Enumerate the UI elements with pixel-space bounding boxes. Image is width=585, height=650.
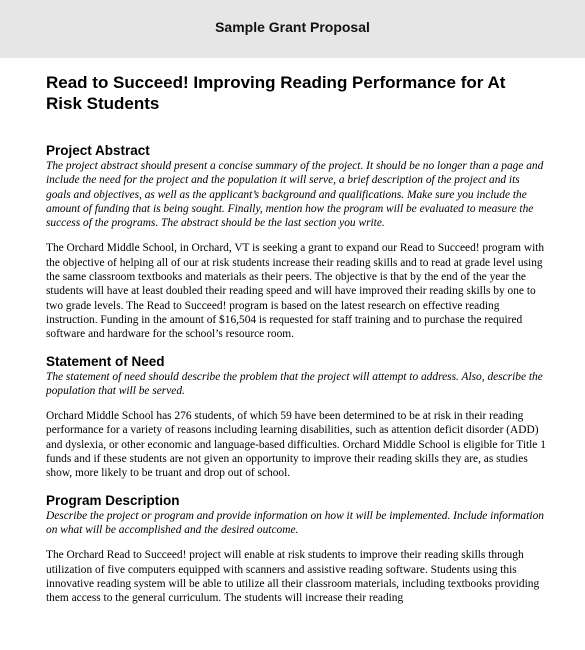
header-bar xyxy=(0,0,585,58)
section-instruction: The statement of need should describe the problem that the project will attempt to address. Also, describe the population that will be served. xyxy=(46,370,543,397)
section-instruction: Describe the project or program and provide information on how it will be implemented. Include information on what will be accomplished and the desired outcome. xyxy=(46,509,544,536)
section-body: The Orchard Middle School, in Orchard, VT is seeking a grant to expand our Read to Succeed! program with the objective of helping all of our at risk students increase their reading skills and to read at grade level using the same classroom textbooks and materials as their peers. The objective is that by the end of the year the students will have at least doubled their reading speed and will have improved their reading skills by one to two grade levels. The Read to Succeed! program is based on the latest research on effective reading instruction. Funding in the amount of $16,504 is requested for staff training and to purchase the required software and hardware for the school’s resource room. xyxy=(46,242,545,341)
section-instruction: The project abstract should present a concise summary of the project. It should be no longer than a page and include the need for the project and the population it will serve, a brief description of the project and its goals and objectives, as well as the applicant’s background and qualifications. Make sure you include the amount of funding that is being sought. Finally, mention how the program will be evaluated to measure the success of the programs. The abstract should be the last section you write. xyxy=(46,160,544,230)
section-program-description xyxy=(46,492,546,606)
document-title: Read to Succeed! Improving Reading Performance for At Risk Students xyxy=(46,73,506,113)
section-statement-of-need xyxy=(46,353,546,481)
section-body: The Orchard Read to Succeed! project will enable at risk students to improve their reading skills through utilization of five computers equipped with scanners and assistive reading software. Students using this innovative reading system will be able to utilize all their classroom materials, including textbooks providing them access to the general curriculum. The students will increase their reading xyxy=(46,549,540,605)
section-heading: Program Description xyxy=(46,492,180,508)
section-heading: Project Abstract xyxy=(46,143,150,158)
section-heading: Statement of Need xyxy=(46,353,165,369)
section-body: Orchard Middle School has 276 students, of which 59 have been determined to be at risk in their reading performance for a variety of reasons including learning disabilities, such as attention deficit disorder (ADD) and dyslexia, or other economic and language-based difficulties. Orchard Middle School is eligible for Title 1 funds and if these students are not given an opportunity to improve their reading skills they are, as studies show, more likely to be truant and drop out of school. xyxy=(46,410,546,480)
page-header-title: Sample Grant Proposal xyxy=(215,19,370,35)
section-project-abstract xyxy=(46,142,546,342)
document-content xyxy=(46,72,546,616)
